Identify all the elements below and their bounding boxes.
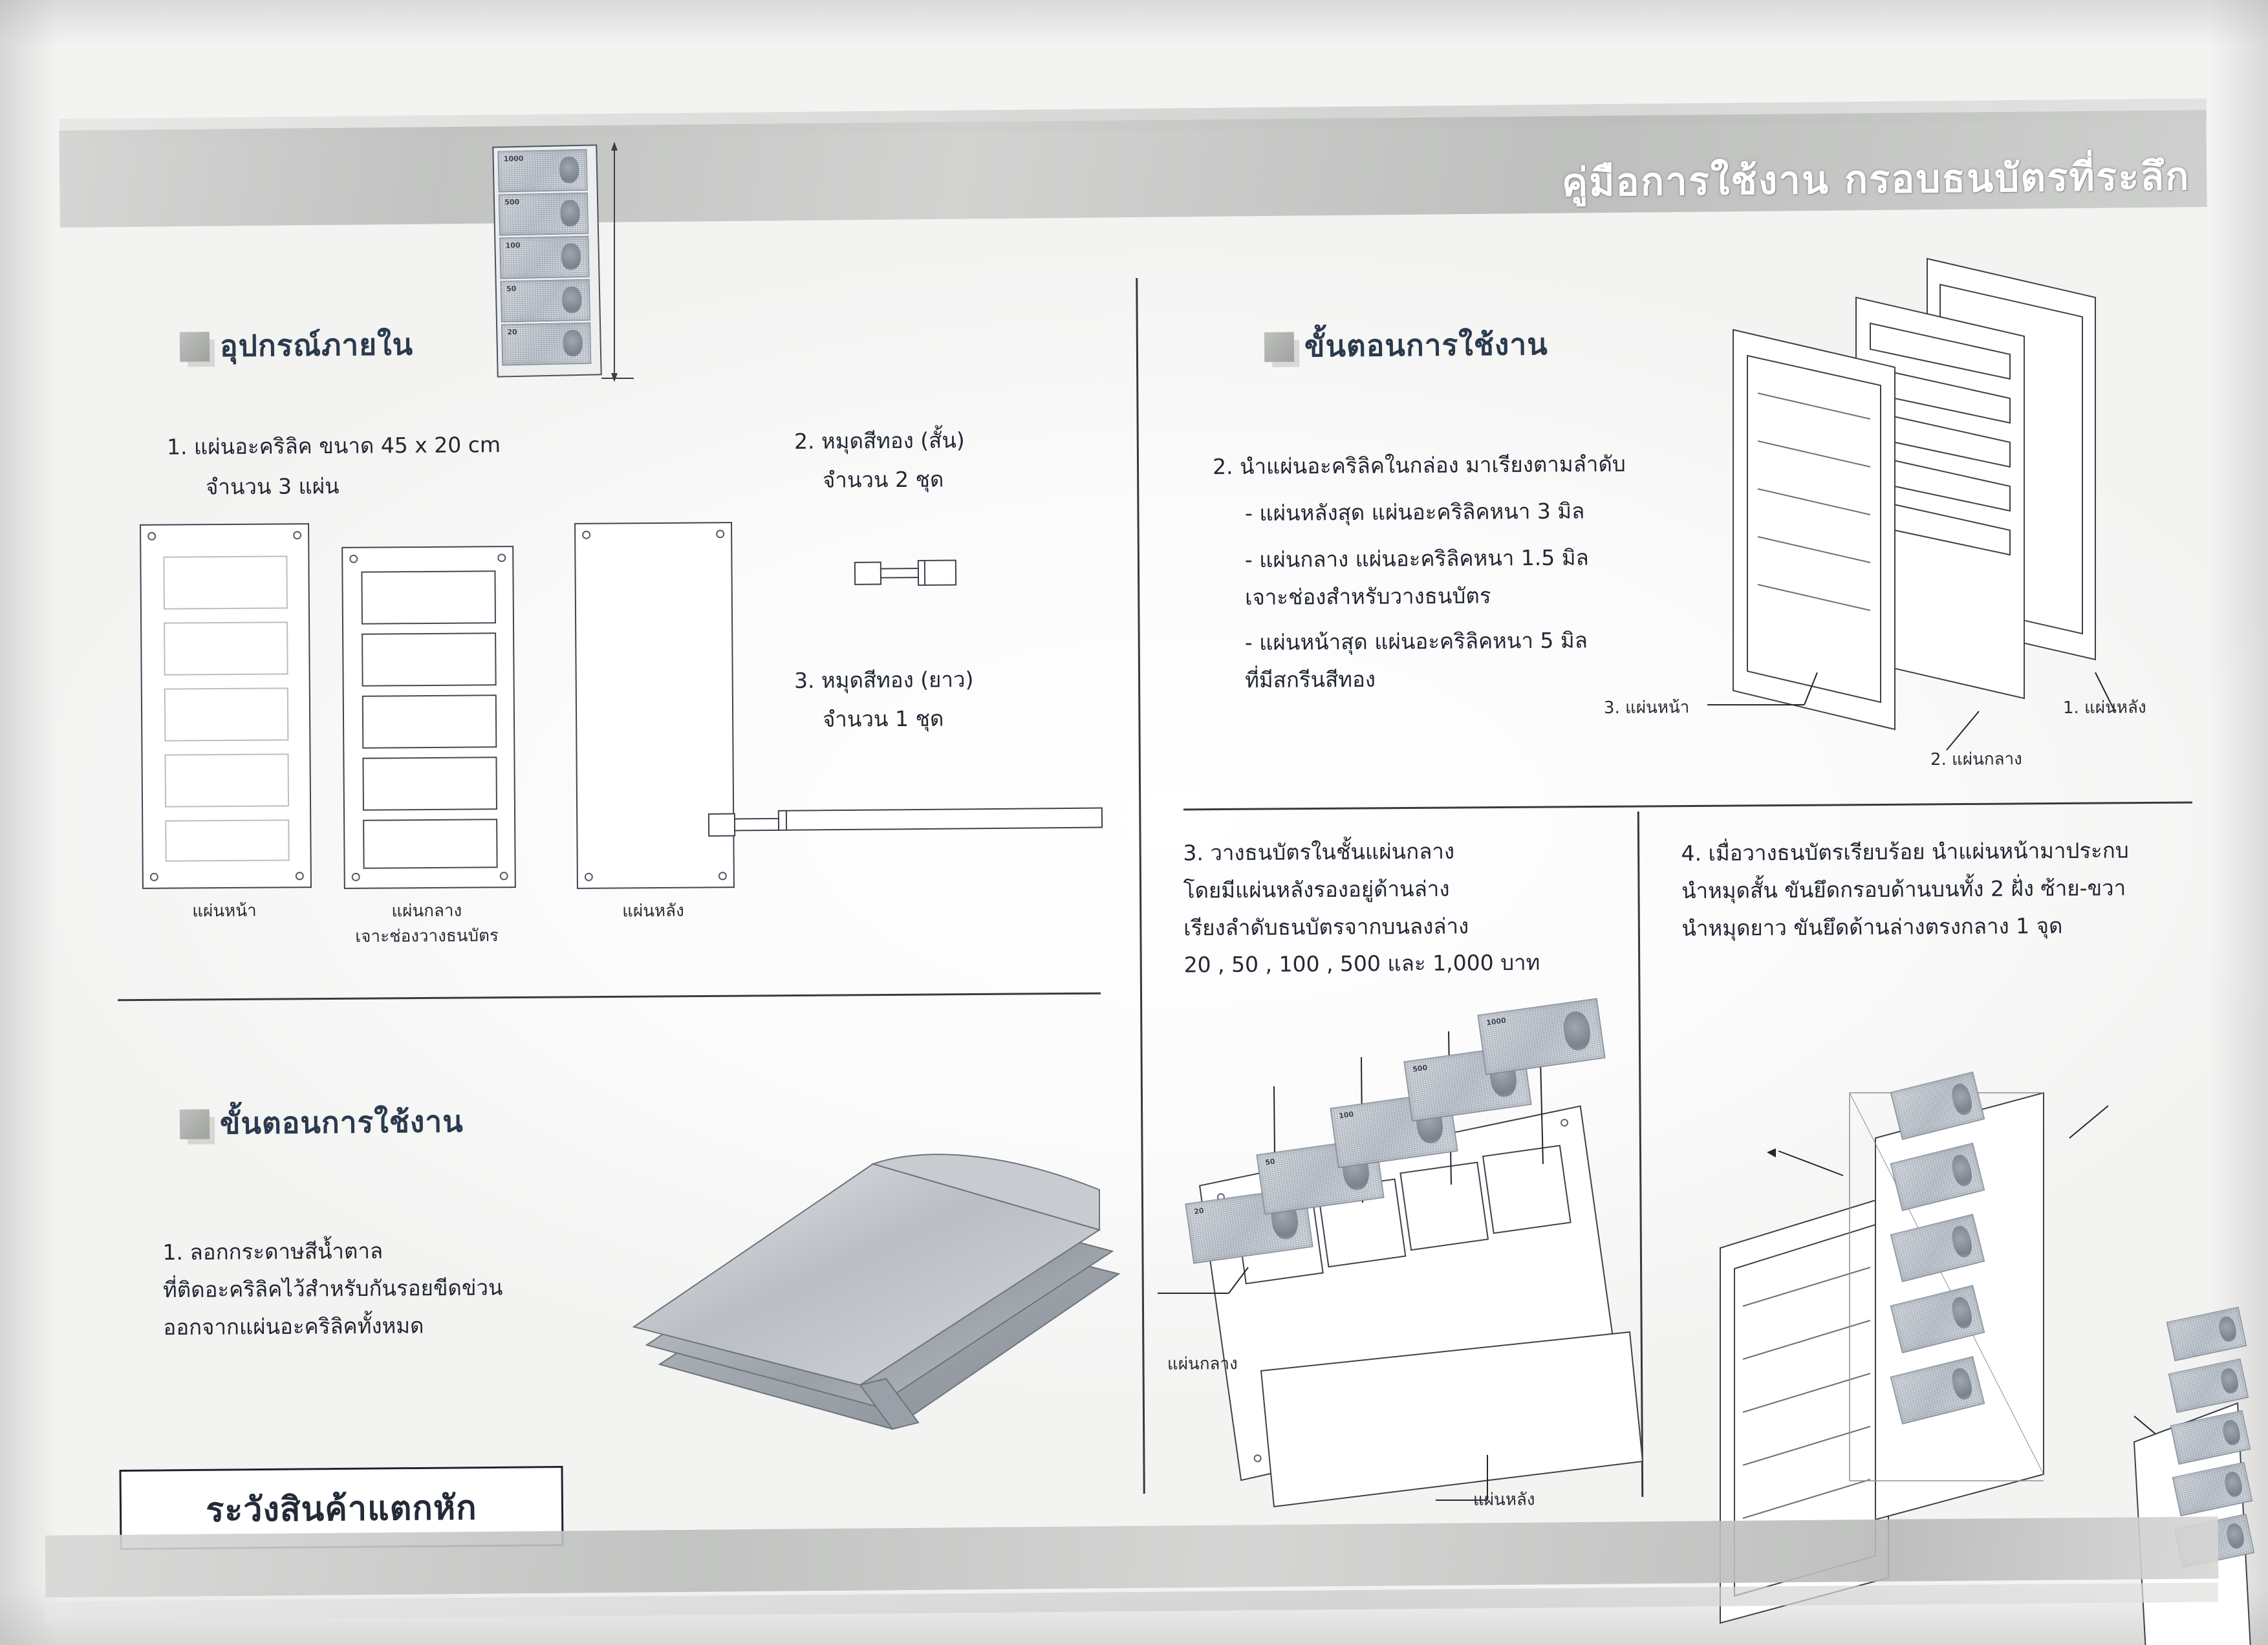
banknote-1000: 1000 — [1477, 998, 1605, 1075]
section-heading-parts-label: อุปกรณ์ภายใน — [219, 327, 414, 364]
long-pin-drawing — [705, 793, 1132, 849]
label-middle-panel-exploded: 2. แผ่นกลาง — [1930, 749, 2022, 770]
caption-back-panel: แผ่นหลัง — [622, 901, 684, 921]
step2-bullet-3: - แผ่นหน้าสุด แผ่นอะคริลิคหนา 5 มิล ที่มีสกรีนสีทอง — [1244, 627, 1588, 693]
section-heading-steps-right-label: ขั้นตอนการใช้งาน — [1304, 327, 1548, 364]
banknote-100: 100 — [1330, 1091, 1458, 1168]
section-heading-steps-left — [180, 1098, 464, 1148]
label-back-panel-step3: แผ่นหลัง — [1473, 1490, 1535, 1510]
middle-panel-drawing — [341, 546, 516, 889]
parts-item-2-line1: 2. หมุดสีทอง (สั้น) — [794, 427, 965, 454]
step1-text: 1. ลอกกระดาษสีน้ำตาล ที่ติดอะคริลิคไว้สำหรับกันรอยขีดข่วน ออกจากแผ่นอะคริลิคทั้งหมด — [162, 1238, 503, 1340]
label-middle-panel-step3: แผ่นกลาง — [1167, 1354, 1238, 1374]
section-heading-parts — [180, 321, 414, 370]
banknote-strip-illustration — [492, 144, 601, 377]
short-pin-drawing — [847, 546, 990, 605]
strip-note: 50 — [501, 279, 590, 323]
bullet-square-icon — [180, 332, 210, 361]
fragile-warning-label: ระวังสินค้าแตกหัก — [206, 1488, 477, 1530]
banknote-500: 500 — [1403, 1044, 1531, 1121]
parts-item-2-line2: จำนวน 2 ชุด — [822, 466, 944, 493]
parts-item-1-line1: 1. แผ่นอะคริลิค ขนาด 45 x 20 cm — [166, 432, 501, 460]
step2-bullet-1: - แผ่นหลังสุด แผ่นอะคริลิคหนา 3 มิล — [1244, 498, 1585, 526]
step2-title: 2. นำแผ่นอะคริลิคในกล่อง มาเรียงตามลำดับ — [1212, 451, 1626, 480]
strip-note: 20 — [501, 323, 591, 366]
scan-shadow-left — [0, 0, 58, 1645]
banknote-50: 50 — [1256, 1137, 1384, 1214]
parts-item-1-line2: จำนวน 3 แผ่น — [205, 473, 340, 500]
front-panel-drawing — [140, 523, 312, 889]
caption-middle-panel: แผ่นกลาง เจาะช่องวางธนบัตร — [355, 901, 499, 947]
banknote-20: 20 — [1185, 1187, 1313, 1263]
strip-note: 500 — [499, 193, 589, 236]
page-title: คู่มือการใช้งาน กรอบธนบัตรที่ระลึก — [1562, 153, 2191, 206]
strip-note: 1000 — [497, 149, 587, 193]
step2-bullet-2: - แผ่นกลาง แผ่นอะคริลิคหนา 1.5 มิล เจาะช่องสำหรับวางธนบัตร — [1244, 544, 1589, 610]
section-heading-steps-right — [1264, 321, 1548, 371]
caption-front-panel: แผ่นหน้า — [192, 901, 257, 921]
parts-item-3-line1: 3. หมุดสีทอง (ยาว) — [794, 667, 974, 693]
bullet-square-icon — [180, 1109, 210, 1139]
bullet-square-icon — [1264, 332, 1294, 361]
label-front-panel-exploded: 3. แผ่นหน้า — [1603, 698, 1690, 718]
dimension-arrow — [595, 139, 686, 398]
peeling-film-illustration — [582, 1086, 1164, 1487]
label-back-panel-exploded: 1. แผ่นหลัง — [2062, 698, 2146, 718]
strip-note: 100 — [499, 236, 589, 279]
section-heading-steps-left-label: ขั้นตอนการใช้งาน — [219, 1104, 464, 1141]
parts-item-3-line2: จำนวน 1 ชุด — [822, 705, 944, 732]
step3-text: 3. วางธนบัตรในชั้นแผ่นกลาง โดยมีแผ่นหลังรองอยู่ด้านล่าง เรียงลำดับธนบัตรจากบนลงล่าง 20 , 50 , 100 , 500 และ 1,000 บาท — [1183, 838, 1540, 978]
scan-shadow-top — [0, 0, 2268, 45]
step4-text: 4. เมื่อวางธนบัตรเรียบร้อย นำแผ่นหน้ามาประกบ นำหมุดสั้น ขันยึดกรอบด้านบนทั้ง 2 ฝั่ง ซ้าย-ขวา นำหมุดยาว ขันยึดด้านล่างตรงกลาง 1 จุด — [1681, 837, 2129, 941]
